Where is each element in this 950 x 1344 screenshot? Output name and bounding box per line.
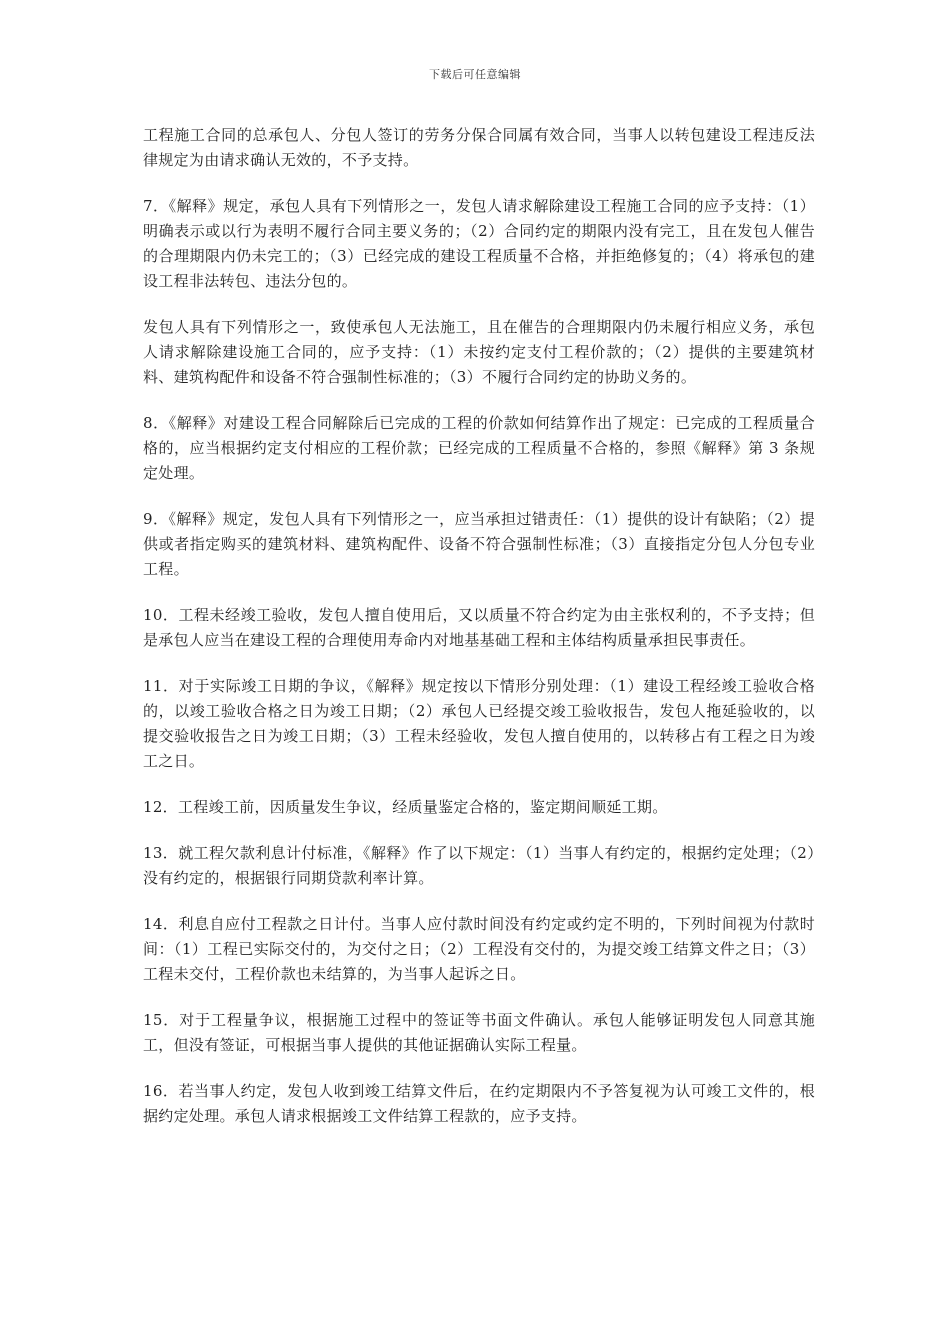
document-body [143,123,815,1150]
paragraph-item-7: 7．《解释》规定，承包人具有下列情形之一，发包人请求解除建设工程施工合同的应予支持：（1）明确表示或以行为表明不履行合同主要义务的；（2）合同约定的期限内没有完工，且在发包人催告的合理期限内仍未完工的；（3）已经完成的建设工程质量不合格，并拒绝修复的；（4）将承包的建设工程非法转包、违法分包的。 [143,197,815,290]
paragraph-item-7-continued: 发包人具有下列情形之一，致使承包人无法施工，且在催告的合理期限内仍未履行相应义务，承包人请求解除建设施工合同的，应予支持：（1）未按约定支付工程价款的；（2）提供的主要建筑材料、建筑构配件和设备不符合强制性标准的；（3）不履行合同约定的协助义务的。 [143,318,815,386]
paragraph-item-14: 14．利息自应付工程款之日计付。当事人应付款时间没有约定或约定不明的，下列时间视为付款时间：（1）工程已实际交付的，为交付之日；（2）工程没有交付的，为提交竣工结算文件之日；（3）工程未交付，工程价款也未结算的，为当事人起诉之日。 [143,915,815,983]
paragraph-item-8: 8．《解释》对建设工程合同解除后已完成的工程的价款如何结算作出了规定：已完成的工程质量合格的，应当根据约定支付相应的工程价款；已经完成的工程质量不合格的，参照《解释》第 3 条规定处理。 [143,414,815,482]
paragraph-item-9: 9．《解释》规定，发包人具有下列情形之一，应当承担过错责任：（1）提供的设计有缺陷；（2）提供或者指定购买的建筑材料、建筑构配件、设备不符合强制性标准；（3）直接指定分包人分包专业工程。 [143,510,815,578]
paragraph-item-15: 15．对于工程量争议，根据施工过程中的签证等书面文件确认。承包人能够证明发包人同意其施工，但没有签证，可根据当事人提供的其他证据确认实际工程量。 [143,1011,815,1054]
paragraph-item-12: 12．工程竣工前，因质量发生争议，经质量鉴定合格的，鉴定期间顺延工期。 [143,798,668,816]
paragraph-item-10: 10．工程未经竣工验收，发包人擅自使用后，又以质量不符合约定为由主张权利的，不予支持；但是承包人应当在建设工程的合理使用寿命内对地基基础工程和主体结构质量承担民事责任。 [143,606,815,649]
paragraph-item-11: 11．对于实际竣工日期的争议，《解释》规定按以下情形分别处理：（1）建设工程经竣工验收合格的，以竣工验收合格之日为竣工日期；（2）承包人已经提交竣工验收报告，发包人拖延验收的，以提交验收报告之日为竣工日期；（3）工程未经验收，发包人擅自使用的，以转移占有工程之日为竣工之日。 [143,677,815,770]
page-header-note: 下载后可任意编辑 [429,68,521,81]
paragraph-contract-validity: 工程施工合同的总承包人、分包人签订的劳务分保合同属有效合同，当事人以转包建设工程违反法律规定为由请求确认无效的，不予支持。 [143,126,815,169]
paragraph-item-13: 13．就工程欠款利息计付标准，《解释》作了以下规定：（1）当事人有约定的，根据约定处理；（2）没有约定的，根据银行同期贷款利率计算。 [143,844,815,887]
paragraph-item-16: 16．若当事人约定，发包人收到竣工结算文件后，在约定期限内不予答复视为认可竣工文件的，根据约定处理。承包人请求根据竣工文件结算工程款的，应予支持。 [143,1082,815,1125]
